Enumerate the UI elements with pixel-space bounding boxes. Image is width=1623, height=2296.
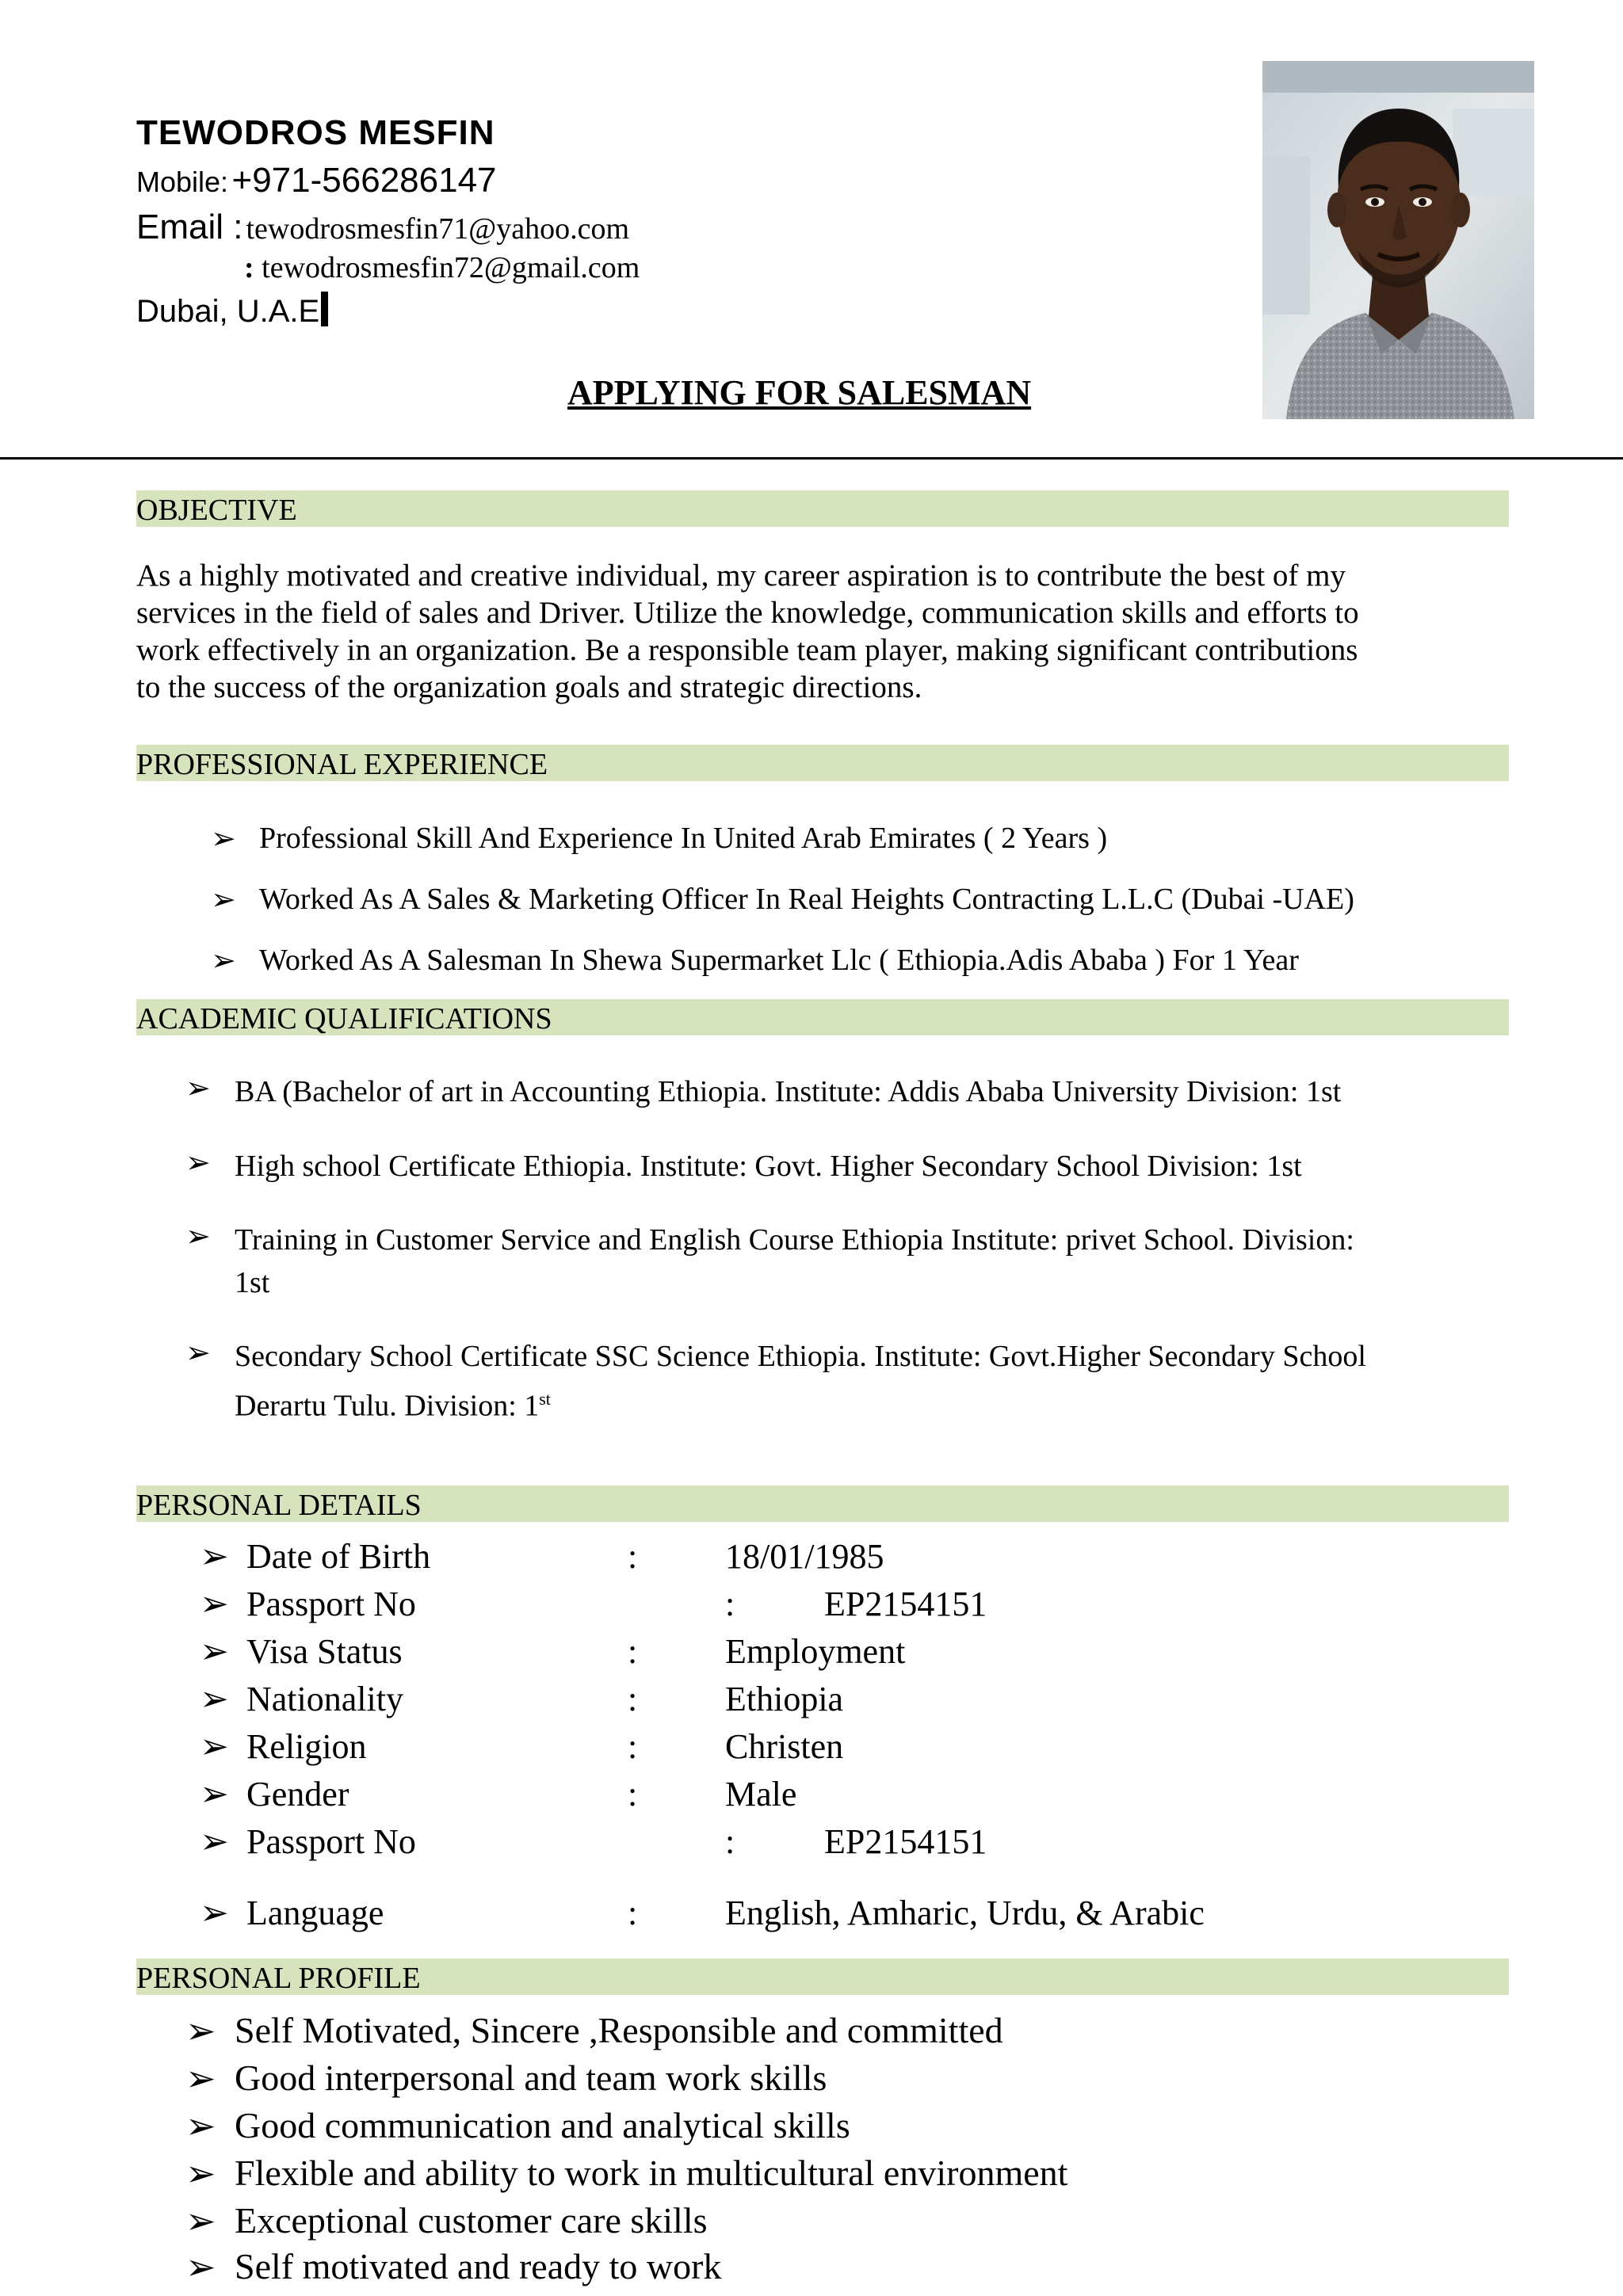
location: Dubai, U.A.E: [136, 294, 320, 329]
objective-line: work effectively in an organization. Be a responsible team player, making significant contributions: [136, 633, 1358, 667]
candidate-name: TEWODROS MESFIN: [136, 113, 495, 152]
academic-item: [235, 1219, 1354, 1304]
arrow-bullet-icon: ➢: [185, 2153, 216, 2194]
section-heading: ACADEMIC QUALIFICATIONS: [136, 1002, 552, 1035]
email-2-colon: :: [244, 251, 254, 284]
arrow-bullet-icon: ➢: [200, 1680, 229, 1718]
arrow-bullet-icon: ➢: [185, 2058, 216, 2099]
arrow-bullet-icon: ➢: [200, 1727, 229, 1766]
experience-item: Worked As A Salesman In Shewa Supermarket Llc ( Ethiopia.Adis Ababa ) For 1 Year: [259, 944, 1299, 977]
detail-value: Male: [725, 1775, 797, 1814]
mobile-line: [136, 161, 497, 200]
detail-label: Visa Status: [246, 1632, 403, 1671]
email-label: Email :: [136, 208, 243, 246]
detail-label: Passport No: [246, 1585, 416, 1623]
detail-label: Nationality: [246, 1680, 403, 1718]
arrow-bullet-icon: ➢: [185, 2011, 216, 2051]
objective-line: to the success of the organization goals and strategic directions.: [136, 670, 922, 704]
detail-colon: :: [628, 1727, 638, 1766]
section-heading: OBJECTIVE: [136, 494, 297, 527]
profile-item: Good communication and analytical skills: [235, 2105, 850, 2145]
detail-colon: :: [628, 1537, 638, 1576]
objective-paragraph: [136, 557, 1515, 706]
academic-item: [235, 1335, 1366, 1428]
detail-value: EP2154151: [824, 1585, 987, 1623]
section-heading: PROFESSIONAL EXPERIENCE: [136, 748, 548, 781]
academic-line: Training in Customer Service and English Course Ethiopia Institute: privet School. Division:: [235, 1223, 1354, 1257]
objective-line: As a highly motivated and creative individual, my career aspiration is to contribute the best of my: [136, 559, 1346, 593]
detail-colon: :: [725, 1822, 735, 1861]
academic-line-text: Derartu Tulu. Division: 1: [235, 1389, 540, 1423]
profile-item: Good interpersonal and team work skills: [235, 2058, 827, 2098]
experience-item: Worked As A Sales & Marketing Officer In Real Heights Contracting L.L.C (Dubai -UAE): [259, 883, 1354, 916]
arrow-bullet-icon: ➢: [200, 1775, 229, 1814]
arrow-bullet-icon: ➢: [200, 1537, 229, 1576]
section-experience: [136, 745, 1509, 781]
detail-value: Ethiopia: [725, 1680, 844, 1718]
applying-title: APPLYING FOR SALESMAN: [567, 373, 1032, 412]
section-objective: [136, 490, 1509, 527]
profile-photo: [1262, 61, 1534, 419]
arrow-bullet-icon: ➢: [185, 2106, 216, 2146]
mobile-value: +971-566286147: [231, 161, 497, 200]
section-personal-details: [136, 1486, 1509, 1522]
arrow-bullet-icon: ➢: [200, 1632, 229, 1671]
section-heading: PERSONAL PROFILE: [136, 1962, 421, 1995]
detail-value: English, Amharic, Urdu, & Arabic: [725, 1894, 1205, 1932]
profile-item: Exceptional customer care skills: [235, 2200, 708, 2241]
arrow-bullet-icon: ➢: [185, 2247, 216, 2287]
profile-item: Flexible and ability to work in multicultural environment: [235, 2153, 1068, 2193]
experience-item: Professional Skill And Experience In United Arab Emirates ( 2 Years ): [259, 822, 1108, 855]
section-academic: [136, 999, 1509, 1035]
arrow-bullet-icon: ➢: [211, 822, 236, 856]
arrow-bullet-icon: ➢: [211, 883, 236, 917]
text-cursor-icon: [321, 292, 328, 326]
email-secondary: tewodrosmesfin72@gmail.com: [262, 251, 640, 284]
location-line: [136, 292, 328, 330]
detail-value: EP2154151: [824, 1822, 987, 1861]
arrow-bullet-icon: ➢: [185, 1220, 211, 1253]
detail-colon: :: [628, 1775, 638, 1814]
arrow-bullet-icon: ➢: [185, 1337, 211, 1370]
profile-item: Self Motivated, Sincere ,Responsible and committed: [235, 2010, 1003, 2050]
arrow-bullet-icon: ➢: [200, 1822, 229, 1861]
detail-colon: :: [628, 1894, 638, 1932]
detail-label: Language: [246, 1894, 384, 1932]
academic-line: Secondary School Certificate SSC Science Ethiopia. Institute: Govt.Higher Secondary School: [235, 1340, 1366, 1373]
objective-line: services in the field of sales and Driver. Utilize the knowledge, communication skills and efforts to: [136, 596, 1359, 630]
arrow-bullet-icon: ➢: [200, 1585, 229, 1623]
academic-line: 1st: [235, 1266, 270, 1299]
header-divider: [0, 457, 1623, 460]
arrow-bullet-icon: ➢: [185, 1146, 211, 1180]
section-heading: PERSONAL DETAILS: [136, 1489, 422, 1522]
section-personal-profile: [136, 1958, 1509, 1995]
detail-colon: :: [725, 1585, 735, 1623]
detail-colon: :: [628, 1632, 638, 1671]
arrow-bullet-icon: ➢: [185, 2201, 216, 2241]
mobile-label: Mobile:: [136, 166, 229, 198]
email-line-1: [136, 208, 629, 247]
academic-line: [235, 1378, 1366, 1428]
detail-label: Passport No: [246, 1822, 416, 1861]
email-primary: tewodrosmesfin71@yahoo.com: [246, 212, 630, 246]
detail-label: Date of Birth: [246, 1537, 431, 1576]
arrow-bullet-icon: ➢: [185, 1072, 211, 1105]
academic-item: High school Certificate Ethiopia. Institute: Govt. Higher Secondary School Division: 1st: [235, 1150, 1302, 1183]
profile-item: Self motivated and ready to work: [235, 2246, 722, 2286]
detail-value: Employment: [725, 1632, 906, 1671]
detail-value: Christen: [725, 1727, 844, 1766]
arrow-bullet-icon: ➢: [200, 1894, 229, 1932]
detail-label: Gender: [246, 1775, 349, 1814]
academic-item: BA (Bachelor of art in Accounting Ethiopia. Institute: Addis Ababa University Division: 1st: [235, 1075, 1342, 1108]
email-line-2: [244, 250, 640, 285]
detail-value: 18/01/1985: [725, 1537, 884, 1576]
arrow-bullet-icon: ➢: [211, 944, 236, 978]
superscript: st: [539, 1389, 551, 1409]
detail-colon: :: [628, 1680, 638, 1718]
detail-label: Religion: [246, 1727, 367, 1766]
